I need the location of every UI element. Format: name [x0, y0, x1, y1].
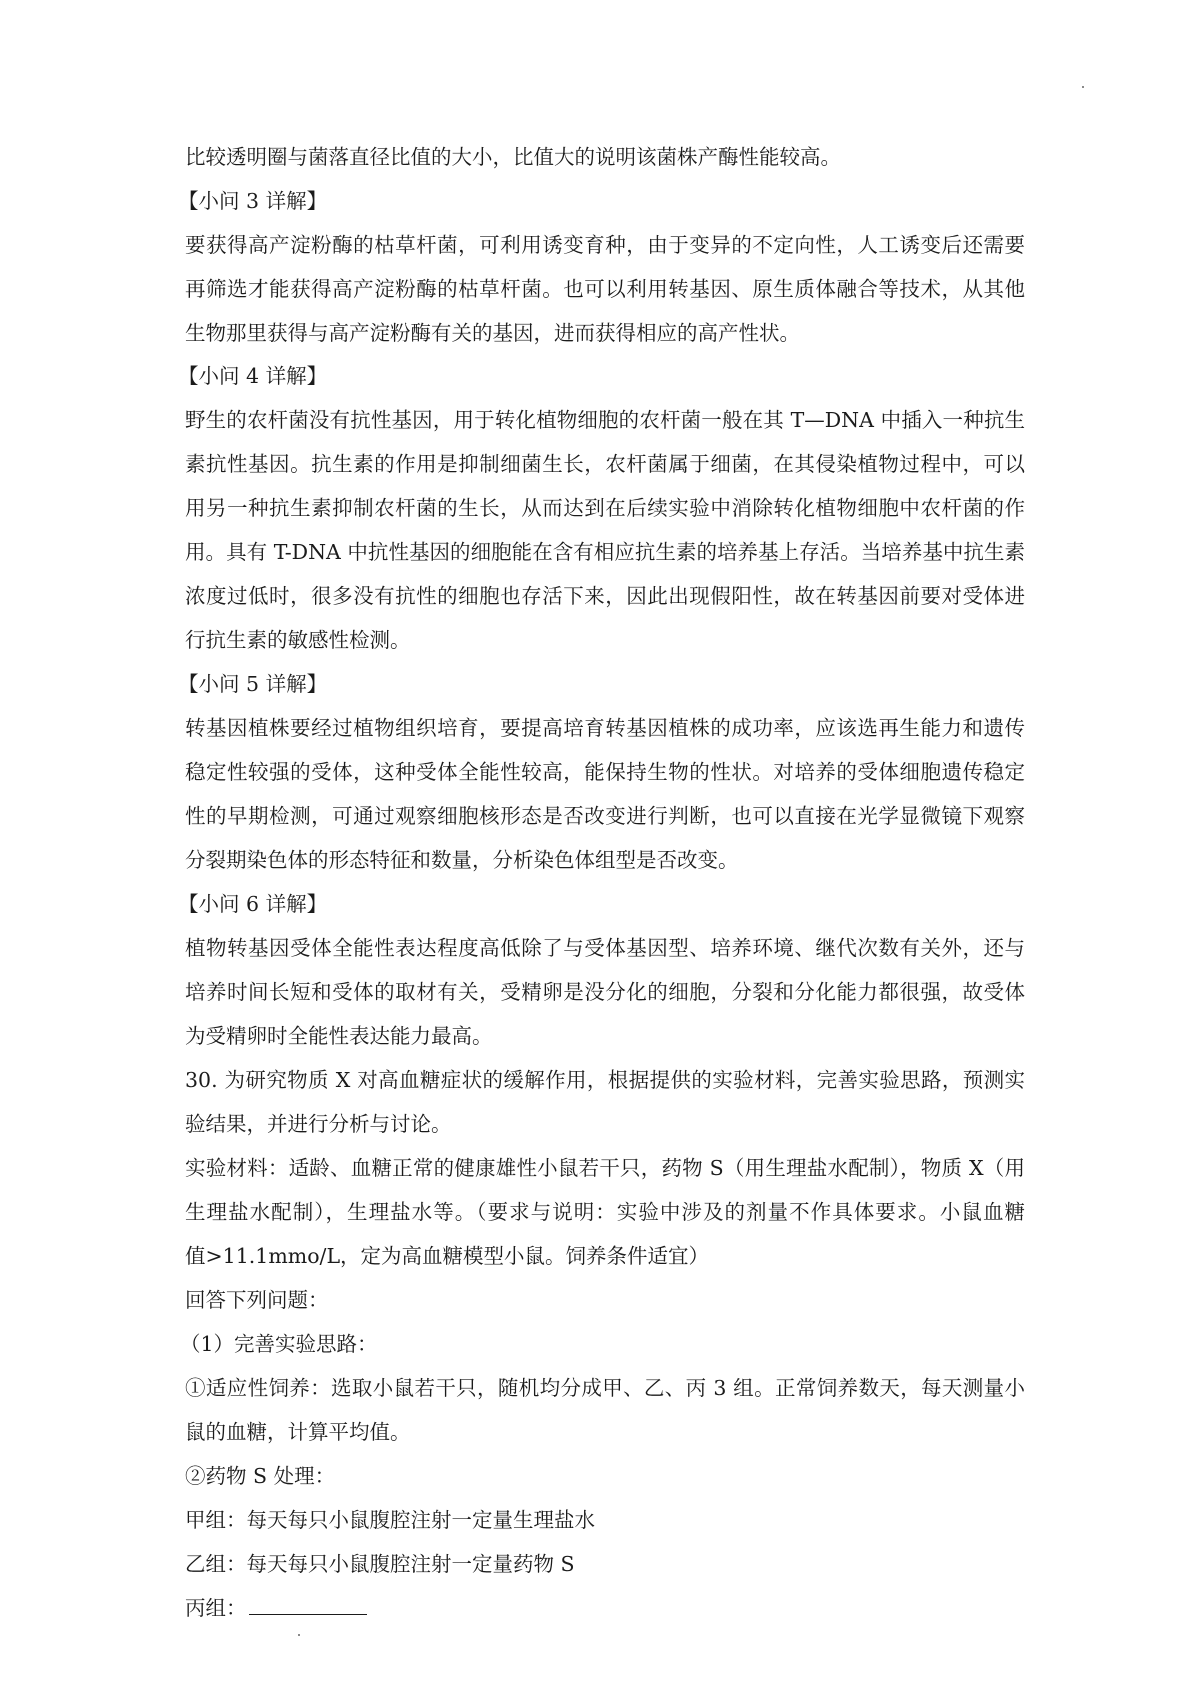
text-line: 性的早期检测，可通过观察细胞核形态是否改变进行判断，也可以直接在光学显微镜下观察 [185, 804, 1025, 828]
section-heading: 【小问 3 详解】 [178, 189, 328, 213]
text-line: 分裂期染色体的形态特征和数量，分析染色体组型是否改变。 [185, 848, 739, 872]
text-line: 行抗生素的敏感性检测。 [185, 628, 411, 652]
group-c-label: 丙组： [185, 1596, 247, 1620]
section-heading: 【小问 6 详解】 [178, 892, 328, 916]
scan-speck [298, 1634, 300, 1636]
text-line: 甲组：每天每只小鼠腹腔注射一定量生理盐水 [185, 1508, 595, 1532]
text-line: 鼠的血糖，计算平均值。 [185, 1420, 411, 1444]
text-line: 用另一种抗生素抑制农杆菌的生长，从而达到在后续实验中消除转化植物细胞中农杆菌的作 [185, 496, 1025, 520]
text-line: 实验材料：适龄、血糖正常的健康雄性小鼠若干只，药物 S（用生理盐水配制），物质 X（用 [185, 1156, 1025, 1180]
question-stem: 验结果，并进行分析与讨论。 [185, 1112, 452, 1136]
text-line: 乙组：每天每只小鼠腹腔注射一定量药物 S [185, 1552, 575, 1576]
text-line: 为受精卵时全能性表达能力最高。 [185, 1024, 493, 1048]
text-line: 值>11.1mmo/L，定为高血糖模型小鼠。饲养条件适宜） [185, 1244, 710, 1268]
text-line: 稳定性较强的受体，这种受体全能性较高，能保持生物的性状。对培养的受体细胞遗传稳定 [185, 760, 1025, 784]
section-heading: 【小问 4 详解】 [178, 364, 328, 388]
text-line: 生理盐水配制），生理盐水等。（要求与说明：实验中涉及的剂量不作具体要求。小鼠血糖 [185, 1200, 1025, 1224]
text-line: 回答下列问题： [185, 1288, 329, 1312]
text-line: 用。具有 T-DNA 中抗性基因的细胞能在含有相应抗生素的培养基上存活。当培养基中抗生素 [185, 540, 1025, 564]
answer-blank[interactable] [249, 1594, 367, 1615]
text-line: 比较透明圈与菌落直径比值的大小，比值大的说明该菌株产酶性能较高。 [185, 145, 841, 169]
text-line: 浓度过低时，很多没有抗性的细胞也存活下来，因此出现假阳性，故在转基因前要对受体进 [185, 584, 1025, 608]
text-line: 素抗性基因。抗生素的作用是抑制细菌生长，农杆菌属于细菌，在其侵染植物过程中，可以 [185, 452, 1025, 476]
text-line: 野生的农杆菌没有抗性基因，用于转化植物细胞的农杆菌一般在其 T—DNA 中插入一种抗生 [185, 408, 1025, 432]
text-line: ①适应性饲养：选取小鼠若干只，随机均分成甲、乙、丙 3 组。正常饲养数天，每天测量小 [185, 1376, 1025, 1400]
sub-question-label: （1）完善实验思路： [180, 1332, 378, 1356]
text-line: 转基因植株要经过植物组织培育，要提高培育转基因植株的成功率，应该选再生能力和遗传 [185, 716, 1025, 740]
text-line: 再筛选才能获得高产淀粉酶的枯草杆菌。也可以利用转基因、原生质体融合等技术，从其他 [185, 277, 1025, 301]
scan-speck [1082, 86, 1084, 88]
section-heading: 【小问 5 详解】 [178, 672, 328, 696]
text-line: 要获得高产淀粉酶的枯草杆菌，可利用诱变育种，由于变异的不定向性，人工诱变后还需要 [185, 233, 1025, 257]
question-stem: 30. 为研究物质 X 对高血糖症状的缓解作用，根据提供的实验材料，完善实验思路，预测实 [185, 1068, 1025, 1092]
text-line: 培养时间长短和受体的取材有关，受精卵是没分化的细胞，分裂和分化能力都很强，故受体 [185, 980, 1025, 1004]
answer-line [185, 1593, 1025, 1623]
text-line: 植物转基因受体全能性表达程度高低除了与受体基因型、培养环境、继代次数有关外，还与 [185, 936, 1025, 960]
text-line: ②药物 S 处理： [185, 1464, 336, 1488]
text-line: 生物那里获得与高产淀粉酶有关的基因，进而获得相应的高产性状。 [185, 321, 800, 345]
